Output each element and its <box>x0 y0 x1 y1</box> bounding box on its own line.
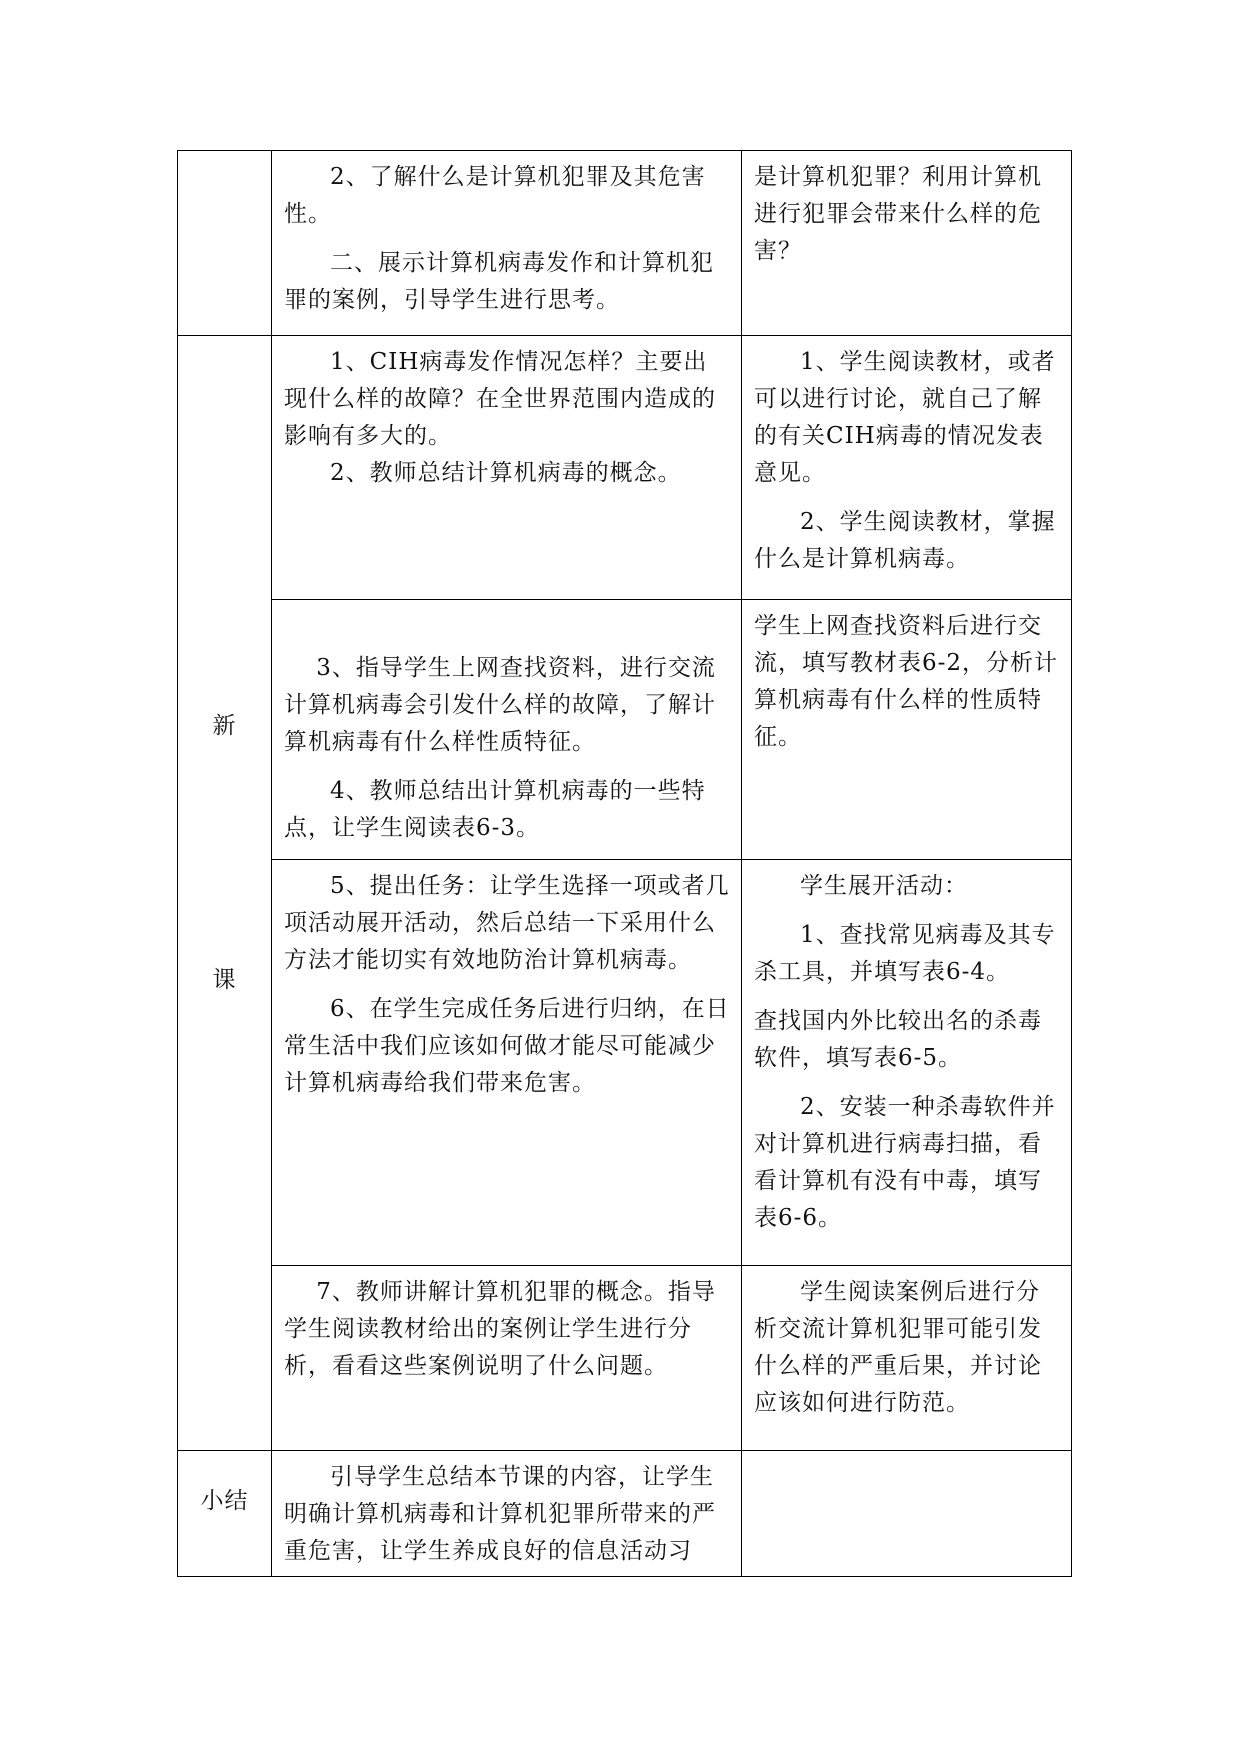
teacher-paragraph: 4、教师总结出计算机病毒的一些特点，让学生阅读表6-3。 <box>284 778 706 841</box>
student-paragraph: 学生阅读案例后进行分析交流计算机犯罪可能引发什么样的严重后果，并讨论应该如何进行防范。 <box>754 1279 1042 1416</box>
student-paragraph: 1、学生阅读教材，或者可以进行讨论，就自己了解的有关CIH病毒的情况发表意见。 <box>754 349 1056 486</box>
student-activity-cell <box>742 1451 1072 1577</box>
student-activity-cell <box>742 860 1072 1266</box>
teacher-activity-cell <box>272 1266 742 1451</box>
teacher-paragraph: 3、指导学生上网查找资料，进行交流计算机病毒会引发什么样的故障，了解计算机病毒有什么样性质特征。 <box>284 655 716 755</box>
student-paragraph: 1、查找常见病毒及其专杀工具，并填写表6-4。 <box>754 922 1056 985</box>
teacher-paragraph: 1、CIH病毒发作情况怎样？主要出现什么样的故障？在全世界范围内造成的影响有多大的。 <box>284 349 716 449</box>
student-activity-cell <box>742 151 1072 336</box>
table-row <box>178 1266 1072 1451</box>
table-row <box>178 860 1072 1266</box>
section-label-cell <box>178 336 272 600</box>
table-row <box>178 336 1072 600</box>
lesson-plan-table <box>177 150 1072 1577</box>
teacher-activity-cell <box>272 151 742 336</box>
table-row <box>178 151 1072 336</box>
teacher-activity-cell <box>272 860 742 1266</box>
table-row <box>178 1451 1072 1577</box>
section-label-cell: 课 <box>178 860 272 1266</box>
table-row <box>178 600 1072 860</box>
teacher-activity-cell <box>272 336 742 600</box>
teacher-paragraph: 5、提出任务：让学生选择一项或者几项活动展开活动，然后总结一下采用什么方法才能切实有效地防治计算机病毒。 <box>284 873 730 973</box>
section-label-cell <box>178 1266 272 1451</box>
student-paragraph: 2、学生阅读教材，掌握什么是计算机病毒。 <box>754 509 1056 572</box>
student-paragraph: 是计算机犯罪？利用计算机进行犯罪会带来什么样的危害？ <box>754 164 1042 264</box>
student-paragraph: 学生上网查找资料后进行交流，填写教材表6-2，分析计算机病毒有什么样的性质特征。 <box>754 613 1059 750</box>
student-activity-cell <box>742 336 1072 600</box>
student-paragraph: 2、安装一种杀毒软件并对计算机进行病毒扫描，看看计算机有没有中毒，填写表6-6。 <box>754 1094 1056 1231</box>
teacher-activity-cell <box>272 600 742 860</box>
teacher-activity-cell <box>272 1451 742 1577</box>
teacher-paragraph: 7、教师讲解计算机犯罪的概念。指导学生阅读教材给出的案例让学生进行分析，看看这些案例说明了什么问题。 <box>284 1279 716 1379</box>
student-activity-cell <box>742 1266 1072 1451</box>
student-paragraph: 学生展开活动： <box>800 873 968 899</box>
teacher-paragraph: 6、在学生完成任务后进行归纳，在日常生活中我们应该如何做才能尽可能减少计算机病毒给我们带来危害。 <box>284 996 730 1096</box>
section-label-cell: 小结 <box>178 1451 272 1577</box>
teacher-paragraph: 2、了解什么是计算机犯罪及其危害性。 <box>284 164 706 227</box>
teacher-paragraph: 引导学生总结本节课的内容，让学生明确计算机病毒和计算机犯罪所带来的严重危害，让学生养成良好的信息活动习 <box>284 1464 716 1564</box>
student-activity-cell <box>742 600 1072 860</box>
section-label-cell <box>178 151 272 336</box>
teacher-paragraph: 2、教师总结计算机病毒的概念。 <box>330 460 682 486</box>
student-paragraph: 查找国内外比较出名的杀毒软件，填写表6-5。 <box>754 1008 1042 1071</box>
section-label-cell: 新 <box>178 600 272 860</box>
teacher-paragraph: 二、展示计算机病毒发作和计算机犯罪的案例，引导学生进行思考。 <box>284 250 714 313</box>
